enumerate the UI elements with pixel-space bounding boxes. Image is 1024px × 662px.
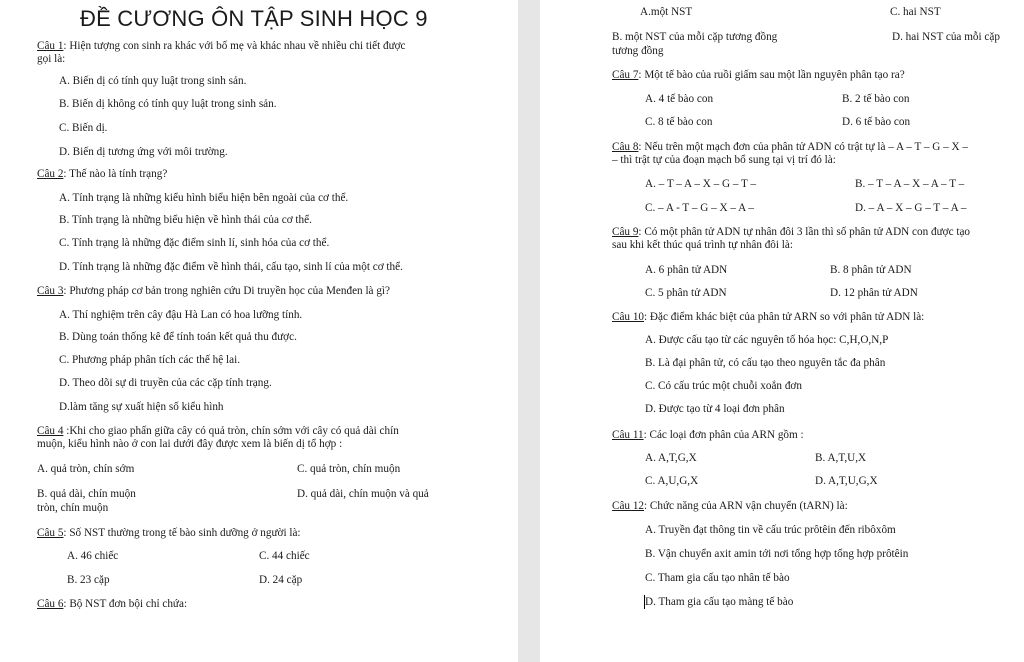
question-text: : Các loại đơn phân của ARN gồm : (643, 429, 804, 441)
answer-option: D. Biến dị tương ứng với môi trường. (59, 146, 228, 158)
answer-option: D. Tham gia cấu tạo màng tế bào (645, 596, 794, 608)
question-number: Câu 2 (37, 168, 64, 180)
answer-option-continued: tròn, chín muộn (37, 502, 109, 514)
answer-option: B. Tính trạng là những biểu hiện về hình thái của cơ thể. (59, 214, 312, 226)
question-number: Câu 1 (37, 40, 64, 52)
answer-option: A. 4 tế bào con (645, 93, 714, 105)
question-text: : Thế nào là tính trạng? (63, 168, 168, 180)
question-5 (37, 527, 301, 540)
answer-option: D. – A – X – G – T – A – (855, 202, 967, 214)
question-9 (612, 226, 970, 239)
answer-option: C. Có cấu trúc một chuỗi xoắn đơn (645, 380, 802, 392)
question-number: Câu 11 (612, 429, 644, 441)
answer-option: B. Vận chuyển axit amin tới nơi tổng hợp tổng hợp prôtêin (645, 548, 909, 560)
question-text-continued: muộn, kiểu hình nào ở con lai dưới đây được xem là biến dị tổ hợp : (37, 438, 343, 450)
question-text: : Hiện tượng con sinh ra khác với bố mẹ và khác nhau về nhiều chi tiết được (63, 40, 406, 52)
answer-option: B. Dùng toán thống kê để tính toán kết quả thu được. (59, 331, 297, 343)
question-number: Câu 12 (612, 500, 645, 512)
answer-option: B. Biến dị không có tính quy luật trong sinh sản. (59, 98, 277, 110)
question-number: Câu 6 (37, 598, 64, 610)
question-number: Câu 9 (612, 226, 639, 238)
answer-option: A. Thí nghiệm trên cây đậu Hà Lan có hoa lưỡng tính. (59, 309, 303, 321)
answer-option: D. Được tạo từ 4 loại đơn phân (645, 403, 785, 415)
answer-option: C. Biến dị. (59, 122, 108, 134)
question-number: Câu 5 (37, 527, 64, 539)
answer-option: D. 6 tế bào con (842, 116, 911, 128)
answer-option: C. quả tròn, chín muộn (297, 463, 401, 475)
question-text: : Chức năng của ARN vận chuyển (tARN) là: (644, 500, 848, 512)
answer-option: D. A,T,U,G,X (815, 475, 878, 487)
question-text: : Đặc điểm khác biệt của phân tử ARN so với phân tử ADN là: (644, 311, 925, 323)
answer-option: B. quả dài, chín muộn (37, 488, 136, 500)
question-text-continued: sau khi kết thúc quá trình tự nhân đôi là: (612, 239, 793, 251)
question-6 (37, 598, 187, 611)
question-text: : Bộ NST đơn bội chỉ chứa: (63, 598, 188, 610)
answer-option: C. A,U,G,X (645, 475, 699, 487)
answer-option: A. Tính trạng là những kiểu hình biểu hiện bên ngoài của cơ thể. (59, 192, 349, 204)
question-4 (37, 425, 399, 438)
answer-option: D. 24 cặp (259, 574, 303, 586)
question-2 (37, 168, 167, 181)
page-gutter (518, 0, 540, 662)
question-12 (612, 500, 848, 513)
answer-option: C. 8 tế bào con (645, 116, 713, 128)
answer-option: C. Phương pháp phân tích các thế hệ lai. (59, 354, 240, 366)
answer-option: D. quả dài, chín muộn và quả (297, 488, 429, 500)
question-number: Câu 10 (612, 311, 645, 323)
answer-option: D. hai NST của mỗi cặp (892, 31, 1000, 43)
answer-option: B. – T – A – X – A – T – (855, 178, 965, 190)
question-8 (612, 141, 968, 154)
answer-option: B. 2 tế bào con (842, 93, 910, 105)
answer-option: D. Theo dõi sự di truyền của các cặp tính trạng. (59, 377, 272, 389)
document-title: ĐỀ CƯƠNG ÔN TẬP SINH HỌC 9 (80, 6, 428, 31)
question-text: : Phương pháp cơ bản trong nghiên cứu Di truyền học của Menđen là gì? (63, 285, 390, 297)
answer-option: C. – A - T – G – X – A – (645, 202, 754, 214)
answer-option: C. 44 chiếc (259, 550, 310, 562)
answer-option: B. Là đại phân tử, có cấu tạo theo nguyên tắc đa phân (645, 357, 886, 369)
answer-option: A. Được cấu tạo từ các nguyên tố hóa học: C,H,O,N,P (645, 334, 889, 346)
question-text: : Số NST thường trong tế bào sinh dưỡng ở người là: (63, 527, 301, 539)
question-number: Câu 3 (37, 285, 64, 297)
question-11 (612, 429, 804, 442)
answer-option: A. Biến dị có tính quy luật trong sinh sản. (59, 75, 247, 87)
question-text: : Nếu trên một mạch đơn của phân tử ADN có trật tự là – A – T – G – X – (638, 141, 969, 153)
question-number: Câu 8 (612, 141, 639, 153)
answer-option: A. quả tròn, chín sớm (37, 463, 135, 475)
question-text: : Một tế bào của ruồi giấm sau một lần nguyên phân tạo ra? (638, 69, 905, 81)
answer-option: A. – T – A – X – G – T – (645, 178, 757, 190)
question-text-continued: – thì trật tự của đoạn mạch bổ sung tại vị trí đó là: (612, 154, 836, 166)
question-10 (612, 311, 924, 324)
question-1 (37, 40, 406, 53)
answer-option: D. 12 phân tử ADN (830, 287, 918, 299)
answer-option: A.một NST (640, 6, 693, 18)
question-number: Câu 7 (612, 69, 639, 81)
question-text-continued: gọi là: (37, 53, 66, 65)
answer-option: D. Tính trạng là những đặc điểm về hình thái, cấu tạo, sinh lí của một cơ thể. (59, 261, 403, 273)
answer-option: B. một NST của mỗi cặp tương đồng (612, 31, 778, 43)
question-text: : Có một phân tử ADN tự nhân đôi 3 lần thì số phân tử ADN con được tạo (638, 226, 971, 238)
answer-option: A. 6 phân tử ADN (645, 264, 728, 276)
answer-option: B. 8 phân tử ADN (830, 264, 912, 276)
question-3 (37, 285, 390, 298)
question-number: Câu 4 (37, 425, 64, 437)
answer-option: D.làm tăng sự xuất hiện số kiểu hình (59, 401, 224, 413)
answer-option: A. A,T,G,X (645, 452, 697, 464)
answer-option: C. 5 phân tử ADN (645, 287, 727, 299)
answer-option-continued: tương đồng (612, 45, 664, 57)
document-page-right (540, 0, 1024, 662)
answer-option: C. Tính trạng là những đặc điểm sinh lí, sinh hóa của cơ thể. (59, 237, 330, 249)
answer-option: C. Tham gia cấu tạo nhân tế bào (645, 572, 790, 584)
answer-option: A. Truyền đạt thông tin về cấu trúc prôtêin đến ribôxôm (645, 524, 896, 536)
question-text: :Khi cho giao phấn giữa cây có quả tròn, chín sớm với cây có quả dài chín (63, 425, 399, 437)
answer-option: A. 46 chiếc (67, 550, 119, 562)
answer-option: C. hai NST (890, 6, 941, 18)
question-7 (612, 69, 905, 82)
answer-option: B. A,T,U,X (815, 452, 867, 464)
answer-option: B. 23 cặp (67, 574, 110, 586)
